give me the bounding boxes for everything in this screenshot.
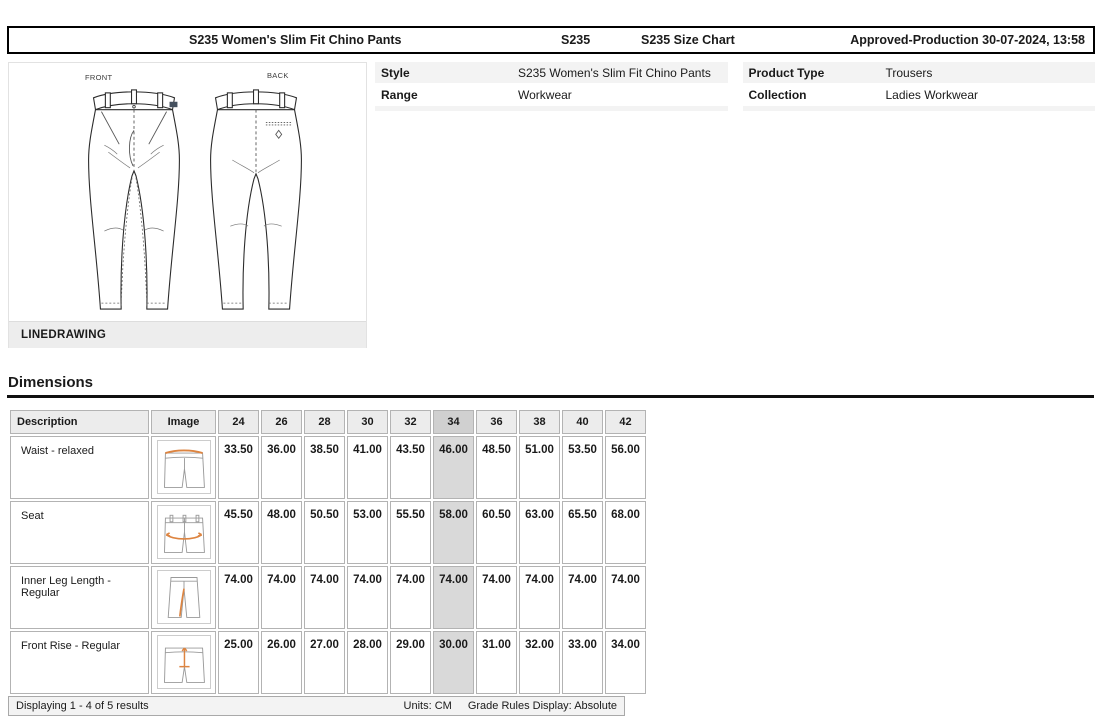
back-view-label: BACK	[267, 71, 289, 80]
pants-front-drawing	[81, 83, 187, 315]
measurement-value: 74.00	[476, 566, 517, 629]
dimensions-table-wrapper	[8, 408, 640, 716]
measurement-value: 74.00	[304, 566, 345, 629]
measurement-value: 26.00	[261, 631, 302, 694]
measurement-value: 31.00	[476, 631, 517, 694]
dimensions-divider-rule	[7, 395, 1094, 398]
measurement-value: 25.00	[218, 631, 259, 694]
dimension-description: Seat	[10, 501, 149, 564]
column-header-size-24: 24	[218, 410, 259, 434]
approval-status: Approved-Production 30-07-2024, 13:58	[850, 33, 1085, 47]
measurement-value: 65.50	[562, 501, 603, 564]
info-row	[375, 84, 728, 105]
info-value: Workwear	[518, 87, 572, 102]
linedrawing-caption: LINEDRAWING	[9, 321, 366, 348]
measurement-value: 36.00	[261, 436, 302, 499]
measurement-value: 74.00	[261, 566, 302, 629]
dimensions-table	[8, 408, 648, 696]
info-row	[375, 62, 728, 83]
info-row	[743, 62, 1096, 83]
footer-right-group	[404, 700, 617, 712]
style-info-right-group	[743, 62, 1096, 111]
dimension-row	[10, 436, 646, 499]
measurement-value: 74.00	[562, 566, 603, 629]
dimension-row	[10, 501, 646, 564]
measurement-value: 50.50	[304, 501, 345, 564]
seat-measure-thumbnail-image	[158, 506, 210, 558]
measure-thumbnail	[157, 440, 211, 494]
measurement-value: 58.00	[433, 501, 474, 564]
column-header-size-30: 30	[347, 410, 388, 434]
measurement-value: 29.00	[390, 631, 431, 694]
measurement-value: 33.00	[562, 631, 603, 694]
linedrawing-canvas	[9, 63, 366, 321]
units-text: Units: CM	[403, 700, 452, 712]
measurement-value: 48.50	[476, 436, 517, 499]
dimensions-section-title: Dimensions	[8, 374, 94, 391]
measurement-value: 74.00	[605, 566, 646, 629]
dimensions-table-footer	[8, 696, 625, 716]
measurement-value: 43.50	[390, 436, 431, 499]
dimension-image-cell	[151, 501, 216, 564]
column-header-size-28: 28	[304, 410, 345, 434]
dimension-description: Inner Leg Length - Regular	[10, 566, 149, 629]
dimension-row	[10, 631, 646, 694]
measurement-value: 56.00	[605, 436, 646, 499]
measurement-value: 63.00	[519, 501, 560, 564]
dimension-description: Front Rise - Regular	[10, 631, 149, 694]
column-header-image: Image	[151, 410, 216, 434]
column-header-size-36: 36	[476, 410, 517, 434]
measurement-value: 27.00	[304, 631, 345, 694]
measurement-value: 48.00	[261, 501, 302, 564]
measurement-value: 41.00	[347, 436, 388, 499]
dimensions-header-row	[10, 410, 646, 434]
info-empty-stripe	[375, 106, 728, 111]
info-label: Product Type	[748, 65, 825, 80]
results-count-text: Displaying 1 - 4 of 5 results	[16, 700, 149, 712]
column-header-size-40: 40	[562, 410, 603, 434]
measurement-value: 53.50	[562, 436, 603, 499]
measurement-value: 32.00	[519, 631, 560, 694]
column-header-size-42: 42	[605, 410, 646, 434]
measurement-value: 33.50	[218, 436, 259, 499]
measurement-value: 74.00	[519, 566, 560, 629]
size-chart-name: S235 Size Chart	[641, 33, 735, 47]
column-header-size-26: 26	[261, 410, 302, 434]
measurement-value: 55.50	[390, 501, 431, 564]
measure-thumbnail	[157, 635, 211, 689]
column-header-size-38: 38	[519, 410, 560, 434]
info-label: Range	[381, 87, 418, 102]
style-title: S235 Women's Slim Fit Chino Pants	[189, 33, 402, 47]
style-info-left-group	[375, 62, 728, 111]
info-label: Style	[381, 65, 410, 80]
measurement-value: 38.50	[304, 436, 345, 499]
dimension-row	[10, 566, 646, 629]
info-value: S235 Women's Slim Fit Chino Pants	[518, 65, 711, 80]
info-value: Ladies Workwear	[885, 87, 978, 102]
measurement-value: 74.00	[218, 566, 259, 629]
info-value: Trousers	[885, 65, 933, 80]
measurement-value: 45.50	[218, 501, 259, 564]
linedrawing-panel	[8, 62, 367, 348]
dimension-image-cell	[151, 566, 216, 629]
measure-thumbnail	[157, 570, 211, 624]
measurement-value: 34.00	[605, 631, 646, 694]
front-view-label: FRONT	[85, 73, 113, 82]
measurement-value: 74.00	[390, 566, 431, 629]
measurement-value: 28.00	[347, 631, 388, 694]
style-info-grid	[375, 62, 1095, 111]
pants-back-drawing	[203, 83, 309, 315]
dimension-description: Waist - relaxed	[10, 436, 149, 499]
measurement-value: 60.50	[476, 501, 517, 564]
inseam-measure-thumbnail-image	[158, 571, 210, 623]
measurement-value: 51.00	[519, 436, 560, 499]
dimension-image-cell	[151, 436, 216, 499]
grade-rules-text: Grade Rules Display: Absolute	[467, 700, 617, 712]
measurement-value: 46.00	[433, 436, 474, 499]
front-rise-measure-thumbnail-image	[158, 636, 210, 688]
style-code: S235	[561, 33, 591, 47]
dimension-image-cell	[151, 631, 216, 694]
report-header-bar	[7, 26, 1095, 54]
measurement-value: 30.00	[433, 631, 474, 694]
measure-thumbnail	[157, 505, 211, 559]
measurement-value: 53.00	[347, 501, 388, 564]
column-header-size-32: 32	[390, 410, 431, 434]
measurement-value: 68.00	[605, 501, 646, 564]
waistband-label-tab	[170, 102, 178, 107]
measurement-value: 74.00	[347, 566, 388, 629]
column-header-description: Description	[10, 410, 149, 434]
measurement-value: 74.00	[433, 566, 474, 629]
info-row	[743, 84, 1096, 105]
info-label: Collection	[748, 87, 807, 102]
waist-measure-thumbnail-image	[158, 441, 210, 493]
info-empty-stripe	[743, 106, 1096, 111]
column-header-size-34: 34	[433, 410, 474, 434]
